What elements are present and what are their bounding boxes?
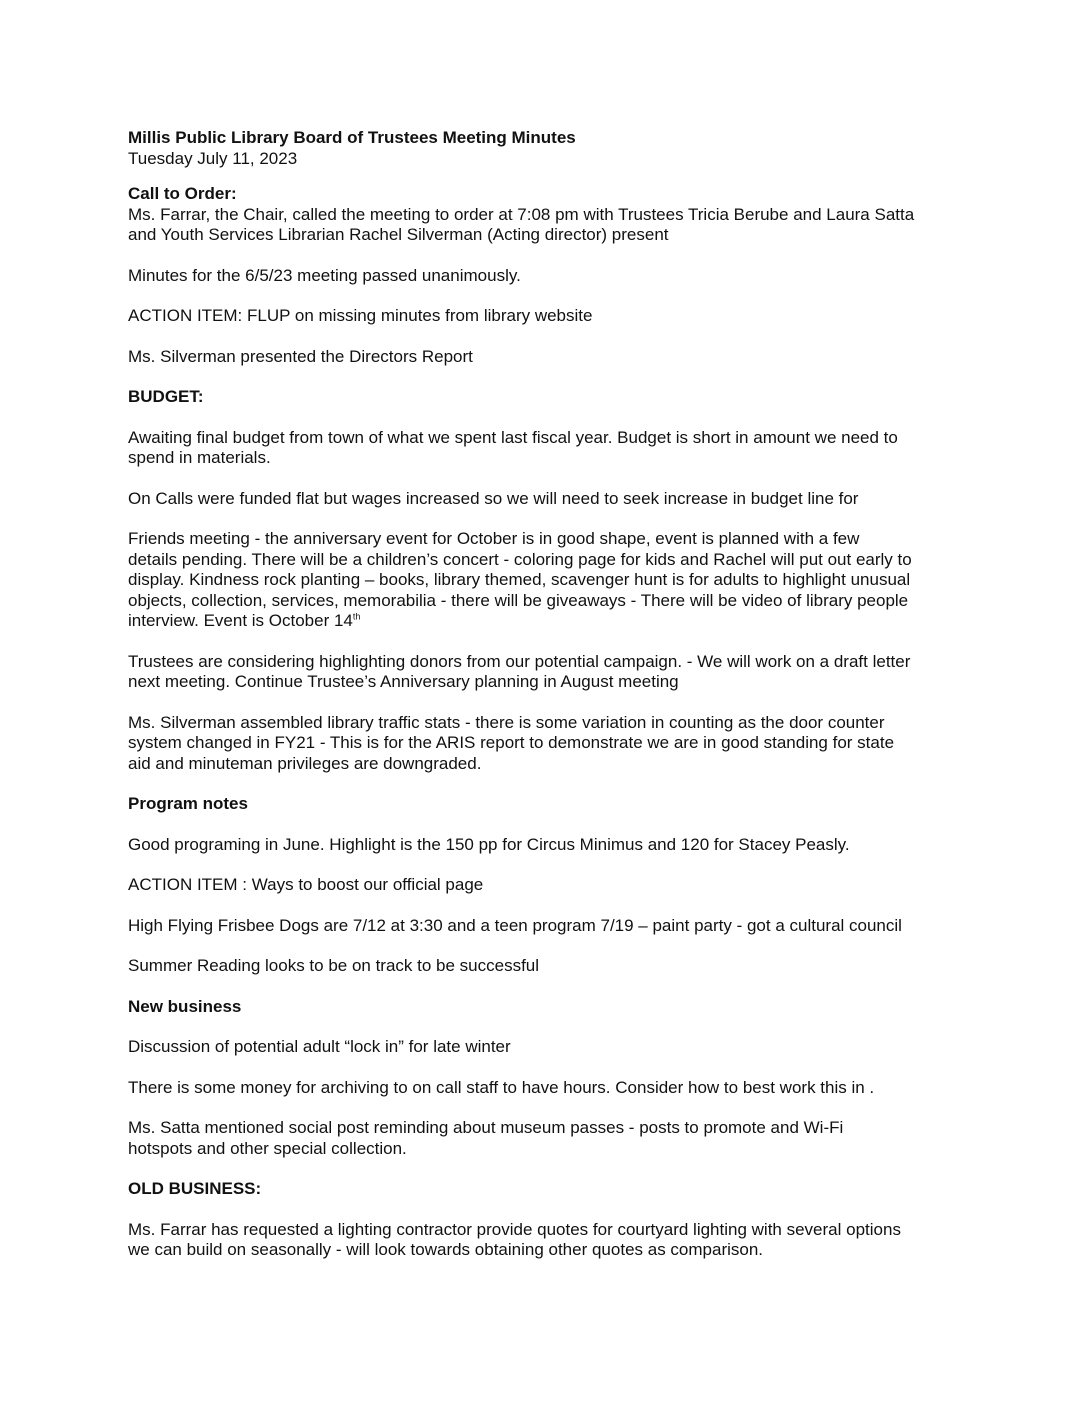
frisbee-dogs-paragraph: High Flying Frisbee Dogs are 7/12 at 3:30 and a teen program 7/19 – paint party - got a cultural council [128, 915, 902, 935]
text-line: next meeting. Continue Trustee’s Anniversary planning in August meeting [128, 672, 679, 691]
text-line: objects, collection, services, memorabilia - there will be giveaways - There will be video of library people [128, 590, 909, 610]
traffic-stats-paragraph [128, 713, 968, 775]
archiving-paragraph: There is some money for archiving to on call staff to have hours. Consider how to best work this in . [128, 1077, 875, 1097]
document-title: Millis Public Library Board of Trustees Meeting Minutes [128, 128, 576, 147]
document-page [128, 128, 968, 1281]
directors-report-text: Ms. Silverman presented the Directors Report [128, 346, 473, 366]
program-notes-heading: Program notes [128, 794, 248, 813]
text-line: display. Kindness rock planting – books, library themed, scavenger hunt is for adults to highlight unusual [128, 570, 911, 589]
text-line: aid and minuteman privileges are downgraded. [128, 753, 482, 773]
text-line: Ms. Farrar has requested a lighting contractor provide quotes for courtyard lighting with several options [128, 1219, 901, 1239]
programming-june-paragraph: Good programing in June. Highlight is the 150 pp for Circus Minimus and 120 for Stacey Peasly. [128, 834, 850, 854]
social-post-paragraph [128, 1118, 968, 1159]
text-line: and Youth Services Librarian Rachel Silverman (Acting director) present [128, 225, 669, 244]
text-line: Ms. Silverman assembled library traffic stats - there is some variation in counting as the door counter [128, 712, 885, 732]
text-line [128, 611, 968, 632]
action-item-official-page: ACTION ITEM : Ways to boost our official page [128, 875, 484, 894]
friends-meeting-paragraph [128, 529, 968, 632]
text-line: Awaiting final budget from town of what we spent last fiscal year. Budget is short in amount we need to [128, 427, 898, 447]
event-date-text: interview. Event is October 14 [128, 611, 353, 630]
minutes-passed-text: Minutes for the 6/5/23 meeting passed unanimously. [128, 265, 521, 285]
text-line: details pending. There will be a children’s concert - coloring page for kids and Rachel will put out early to [128, 549, 912, 569]
text-line: Ms. Satta mentioned social post reminding about museum passes - posts to promote and Wi-Fi [128, 1118, 844, 1137]
trustees-donors-paragraph [128, 652, 968, 693]
text-line: we can build on seasonally - will look towards obtaining other quotes as comparison. [128, 1240, 764, 1259]
budget-paragraph [128, 428, 968, 469]
on-calls-paragraph: On Calls were funded flat but wages increased so we will need to seek increase in budget line for [128, 488, 859, 508]
text-line: system changed in FY21 - This is for the ARIS report to demonstrate we are in good standing for state [128, 733, 895, 752]
action-item-minutes: ACTION ITEM: FLUP on missing minutes from library website [128, 306, 593, 325]
summer-reading-paragraph: Summer Reading looks to be on track to be successful [128, 956, 540, 975]
text-line: Friends meeting - the anniversary event for October is in good shape, event is planned with a few [128, 529, 860, 548]
ordinal-suffix: th [352, 611, 361, 622]
lighting-contractor-paragraph [128, 1220, 968, 1261]
text-line: Ms. Farrar, the Chair, called the meeting to order at 7:08 pm with Trustees Tricia Berube and Laura Satta [128, 204, 915, 224]
old-business-heading: OLD BUSINESS: [128, 1179, 262, 1198]
call-to-order-heading: Call to Order: [128, 184, 237, 203]
meeting-date: Tuesday July 11, 2023 [128, 148, 298, 168]
text-line: spend in materials. [128, 448, 271, 467]
budget-heading: BUDGET: [128, 387, 204, 406]
text-line: hotspots and other special collection. [128, 1138, 407, 1158]
new-business-heading: New business [128, 996, 242, 1016]
lock-in-paragraph: Discussion of potential adult “lock in” for late winter [128, 1037, 511, 1056]
text-line: Trustees are considering highlighting donors from our potential campaign. - We will work on a draft letter [128, 651, 911, 671]
call-to-order-text [128, 205, 968, 246]
